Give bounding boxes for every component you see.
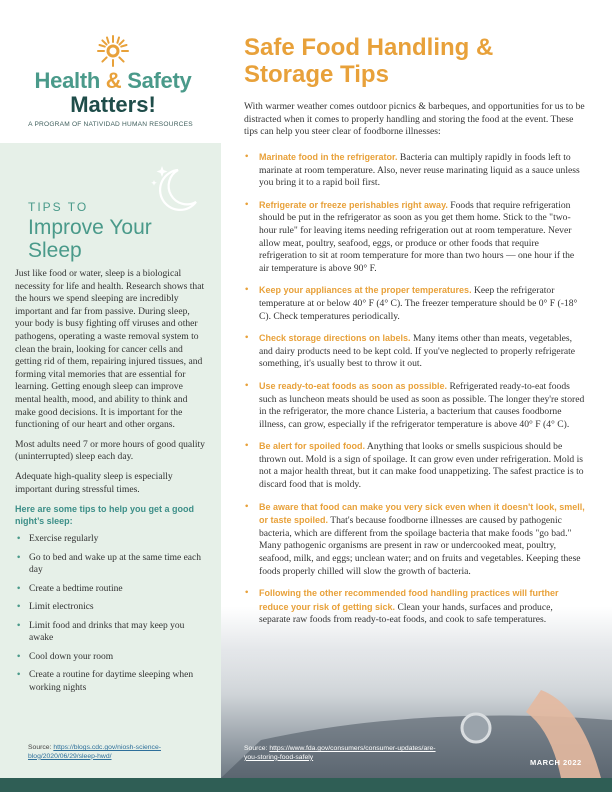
logo-title-line2: Matters! <box>70 92 156 117</box>
intro-paragraph: With warmer weather comes outdoor picnics & barbeques, and opportunities for us to be distracted when it comes to properly handling and storing the food at the event. These tips can help you steer clear of foodborne illnesses: <box>244 101 585 138</box>
list-item: • Marinate food in the refrigerator. Bacteria can multiply rapidly in foods left to marinate at room temperature. Also, never reuse marinating liquid as a sauce unless you bring it to a rapid boil first. <box>244 151 586 190</box>
list-item: • Following the other recommended food handling practices will further reduce your risk of getting sick. Clean your hands, surfaces and produce, separate raw foods from ready-to-eat foods, and cook to safe temperatures. <box>244 587 586 627</box>
list-item: • Limit electronics <box>15 601 205 614</box>
sidebar-title: Improve Your Sleep <box>28 216 152 262</box>
list-item: • Be aware that food can make you very sick even when it doesn't look, smell, or taste spoiled. That's because foodborne illnesses are caused by pathogenic bacteria, which are different from the spoilage bacteria that make foods "go bad." Many pathogenic organisms are present in raw or undercooked meat, poultry, seafood, milk, and eggs; unclean water; and on fruits and vegetables. Keeping these foods properly chilled will slow the growth of bacteria. <box>244 501 586 579</box>
logo-title-line1: Health & Safety <box>34 68 192 93</box>
sidebar-source-link[interactable]: https://blogs.cdc.gov/niosh-science-blog/2020/06/29/sleep-hwd/ <box>28 744 161 760</box>
sidebar-paragraph: Most adults need 7 or more hours of good quality (uninterrupted) sleep each day. <box>15 438 205 463</box>
list-item: • Exercise regularly <box>15 533 205 546</box>
list-item: • Check storage directions on labels. Many items other than meats, vegetables, and dairy products need to be kept cold. If you've neglected to properly refrigerate something, it's usually best to throw it out. <box>244 332 586 371</box>
list-item: • Create a bedtime routine <box>15 583 205 596</box>
list-item: • Go to bed and wake up at the same time each day <box>15 552 205 577</box>
sidebar-body <box>15 268 205 700</box>
sidebar-kicker: TIPS TO <box>28 200 89 214</box>
list-item: • Limit food and drinks that may keep you awake <box>15 620 205 645</box>
moon-stars-icon <box>148 160 203 220</box>
sidebar-paragraph: Adequate high-quality sleep is especially important during stressful times. <box>15 470 173 495</box>
sidebar-source: Source: https://blogs.cdc.gov/niosh-science-blog/2020/06/29/sleep-hwd/ <box>28 744 161 760</box>
sidebar <box>0 0 221 778</box>
list-item: • Keep your appliances at the proper temperatures. Keep the refrigerator temperature at or below 40° F (4° C). The freezer temperature should be 0° F (-18° C). Check temperatures periodically. <box>244 284 586 323</box>
list-item: • Refrigerate or freeze perishables right away. Foods that require refrigeration should be put in the refrigerator as soon as you get them home. Stick to the "two-hour rule" for leaving items needing refrigeration out at room temperature. Never allow meat, poultry, seafood, eggs, or produce or other foods that require refrigeration to sit at room temperature for more than two hours — one hour if the air temperature is above 90° F. <box>244 199 586 276</box>
sidebar-paragraph: Just like food or water, sleep is a biological necessity for life and health. Research shows that the hours we spend sleeping are incredibly important and far from passive. During sleep, your body is busy fighting off viruses and other pathogens, operating a waste removal system to clean the brain, looking for cancer cells and getting rid of them, repairing injured tissues, and forming vital memories that are essential for learning. Getting enough sleep can improve mental health, mood, and ability to think and make good decisions. It is important for the functioning of our heart and other organs. <box>15 268 205 431</box>
list-item: • Use ready-to-eat foods as soon as possible. Refrigerated ready-to-eat foods such as luncheon meats should be used as soon as possible. The longer they're stored in the refrigerator, the more chance Listeria, a bacterium that causes foodborne illness, can grow, especially if the refrigerator temperature is above 40° F (4° C). <box>244 380 586 431</box>
main-source-link[interactable]: https://www.fda.gov/consumers/consumer-updates/are-you-storing-food-safely <box>244 745 436 761</box>
main-source: Source: https://www.fda.gov/consumers/consumer-updates/are-you-storing-food-safely <box>244 745 436 761</box>
sun-logo-icon <box>96 34 130 68</box>
sleep-tips-list <box>15 533 205 694</box>
page-title: Safe Food Handling & Storage Tips <box>244 34 494 88</box>
footer-bar <box>0 778 612 792</box>
issue-date: MARCH 2022 <box>530 758 582 767</box>
list-item: • Be alert for spoiled food. Anything that looks or smells suspicious should be thrown out. Mold is a sign of spoilage. It can grow even under refrigeration. Mold is not a major health threat, but it can make food unappetizing. The safest practice is to discard food that is moldy. <box>244 440 586 491</box>
logo-subtitle: A PROGRAM OF NATIVIDAD HUMAN RESOURCES <box>28 121 193 128</box>
logo-area <box>0 0 221 143</box>
food-tips-list <box>244 151 586 636</box>
list-item: • Create a routine for daytime sleeping when working nights <box>15 669 205 694</box>
list-item: • Cool down your room <box>15 651 205 664</box>
sleep-tips-heading: Here are some tips to help you get a good night’s sleep: <box>15 504 195 527</box>
